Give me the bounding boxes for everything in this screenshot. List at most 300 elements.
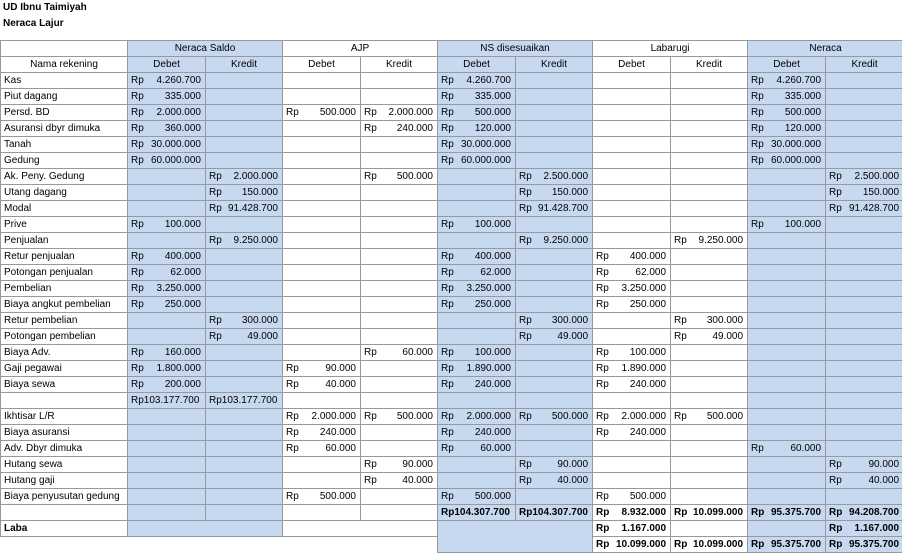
amount-cell (438, 297, 516, 313)
currency-label: Rp (364, 106, 377, 118)
currency-label: Rp (131, 378, 144, 390)
account-row (1, 345, 902, 361)
amount-cell (206, 281, 283, 297)
amount-cell (826, 249, 902, 265)
amount-value: 500.000 (319, 490, 356, 502)
currency-label: Rp (519, 186, 532, 198)
amount-cell (748, 265, 826, 281)
account-name: Biaya penyusutan gedung (1, 489, 128, 505)
amount-cell (438, 185, 516, 201)
amount-cell (361, 217, 438, 233)
currency-label: Rp (829, 506, 843, 518)
amount-value: 150.000 (551, 186, 589, 198)
amount-cell (128, 233, 206, 249)
amount-value: 3.250.000 (466, 282, 511, 294)
amount-cell (206, 137, 283, 153)
amount-cell (283, 233, 361, 249)
amount-cell (438, 201, 516, 217)
currency-label: Rp (209, 330, 222, 342)
amount-cell (671, 441, 748, 457)
amount-cell (128, 345, 206, 361)
amount-cell (671, 185, 748, 201)
amount-value: 10.099.000 (615, 538, 667, 550)
currency-label: Rp (829, 202, 842, 214)
amount-cell (748, 409, 826, 425)
amount-cell (361, 329, 438, 345)
amount-value: 91.428.700 (848, 202, 900, 214)
amount-cell (826, 313, 902, 329)
account-name: Potongan pembelian (1, 329, 128, 345)
amount-cell (748, 361, 826, 377)
amount-cell (438, 473, 516, 489)
kredit-header: Kredit (361, 57, 438, 73)
amount-cell (206, 297, 283, 313)
blank (438, 521, 593, 553)
amount-cell (826, 185, 902, 201)
amount-cell (748, 89, 826, 105)
saldo-total-row (1, 393, 902, 409)
amount-cell (671, 73, 748, 89)
amount-cell (671, 89, 748, 105)
amount-cell (128, 105, 206, 121)
currency-label: Rp (751, 218, 764, 230)
amount-cell (361, 249, 438, 265)
amount-value: 60.000.000 (770, 154, 822, 166)
amount-cell (438, 73, 516, 89)
currency-label: Rp (519, 458, 532, 470)
amount-cell (283, 265, 361, 281)
currency-label: Rp (441, 426, 454, 438)
currency-label: Rp (286, 106, 299, 118)
currency-label: Rp (441, 154, 454, 166)
amount-value: 335.000 (164, 90, 201, 102)
amount-cell (206, 153, 283, 169)
amount-cell (671, 265, 748, 281)
amount-value: 300.000 (551, 314, 589, 326)
amount-cell (438, 441, 516, 457)
blank (283, 505, 361, 521)
amount-cell (438, 217, 516, 233)
amount-value: 500.000 (474, 490, 511, 502)
amount-value: 2.000.000 (466, 410, 511, 422)
amount-cell (283, 377, 361, 393)
account-name: Hutang gaji (1, 473, 128, 489)
amount-cell (748, 153, 826, 169)
account-name: Gedung (1, 153, 128, 169)
amount-cell (826, 521, 902, 537)
amount-cell (593, 89, 671, 105)
currency-label: Rp (596, 378, 609, 390)
amount-cell (283, 489, 361, 505)
currency-label: Rp (596, 266, 609, 278)
amount-cell (206, 89, 283, 105)
amount-value: 60.000 (402, 346, 433, 358)
amount-value: 95.375.700 (770, 538, 822, 550)
amount-cell (671, 153, 748, 169)
currency-label: Rp (364, 474, 377, 486)
amount-cell (593, 297, 671, 313)
amount-value: 90.000 (325, 362, 356, 374)
amount-cell (826, 137, 902, 153)
currency-label: Rp (596, 490, 609, 502)
blank (361, 505, 438, 521)
blank (283, 521, 438, 537)
amount-value: 91.428.700 (227, 202, 278, 214)
amount-cell (438, 265, 516, 281)
amount-cell (826, 377, 902, 393)
amount-value: 49.000 (247, 330, 278, 342)
amount-cell (748, 425, 826, 441)
kredit-header: Kredit (671, 57, 748, 73)
amount-cell (748, 169, 826, 185)
blank (361, 393, 438, 409)
account-row (1, 281, 902, 297)
amount-cell (361, 185, 438, 201)
amount-value: 2.000.000 (156, 106, 201, 118)
amount-cell (671, 169, 748, 185)
kredit-header: Kredit (516, 57, 593, 73)
currency-label: Rp (441, 298, 454, 310)
amount-value: 335.000 (784, 90, 822, 102)
amount-cell (593, 249, 671, 265)
amount-cell (128, 249, 206, 265)
amount-cell (826, 233, 902, 249)
amount-cell (671, 409, 748, 425)
amount-cell (826, 217, 902, 233)
account-row (1, 249, 902, 265)
currency-label: Rp (131, 106, 144, 118)
currency-label: Rp (131, 298, 144, 310)
amount-cell (826, 505, 902, 521)
currency-label: Rp (286, 426, 299, 438)
amount-cell (516, 329, 593, 345)
amount-cell (748, 537, 826, 553)
blank (128, 521, 283, 537)
amount-value: 60.000 (790, 442, 822, 454)
amount-cell (826, 425, 902, 441)
amount-cell (361, 441, 438, 457)
amount-value: 90.000 (868, 458, 900, 470)
account-row (1, 297, 902, 313)
amount-cell (516, 297, 593, 313)
amount-value: 500.000 (551, 410, 589, 422)
amount-value: 1.800.000 (156, 362, 201, 374)
amount-cell (283, 137, 361, 153)
amount-value: 500.000 (319, 106, 356, 118)
header-blank (1, 41, 128, 57)
header-row-sub (1, 57, 902, 73)
amount-cell (516, 457, 593, 473)
currency-label: Rp (596, 362, 609, 374)
amount-cell (748, 313, 826, 329)
currency-label: Rp (131, 362, 144, 374)
totals-row (1, 505, 902, 521)
amount-cell (128, 409, 206, 425)
amount-cell (748, 441, 826, 457)
currency-label: Rp (286, 442, 299, 454)
amount-cell (748, 217, 826, 233)
amount-value: 30.000.000 (150, 138, 201, 150)
currency-label: Rp (441, 74, 454, 86)
account-name: Hutang sewa (1, 457, 128, 473)
amount-cell (671, 457, 748, 473)
amount-value: 400.000 (474, 250, 511, 262)
amount-cell (748, 281, 826, 297)
amount-value: 62.000 (480, 266, 511, 278)
amount-cell (593, 153, 671, 169)
amount-cell (361, 169, 438, 185)
amount-cell (206, 185, 283, 201)
ns-total: Rp104.307.700 (438, 505, 516, 521)
kredit-header: Kredit (206, 57, 283, 73)
currency-label: Rp (286, 490, 299, 502)
account-name: Ak. Peny. Gedung (1, 169, 128, 185)
amount-cell (826, 409, 902, 425)
amount-value: 90.000 (402, 458, 433, 470)
amount-cell (283, 201, 361, 217)
currency-label: Rp (829, 186, 842, 198)
saldo-total: Rp103.177.700 (128, 393, 206, 409)
amount-cell (748, 73, 826, 89)
amount-value: 200.000 (164, 378, 201, 390)
amount-cell (128, 169, 206, 185)
blank (671, 521, 748, 537)
amount-cell (748, 233, 826, 249)
amount-cell (361, 473, 438, 489)
amount-cell (128, 217, 206, 233)
amount-cell (206, 329, 283, 345)
amount-value: 150.000 (862, 186, 900, 198)
currency-label: Rp (751, 106, 764, 118)
amount-cell (516, 217, 593, 233)
amount-cell (671, 537, 748, 553)
account-row (1, 313, 902, 329)
amount-cell (748, 121, 826, 137)
amount-cell (206, 473, 283, 489)
account-row (1, 169, 902, 185)
amount-cell (516, 249, 593, 265)
currency-label: Rp (286, 362, 299, 374)
currency-label: Rp (441, 442, 454, 454)
amount-cell (128, 297, 206, 313)
account-name: Utang dagang (1, 185, 128, 201)
amount-cell (283, 249, 361, 265)
currency-label: Rp (751, 442, 764, 454)
account-name: Modal (1, 201, 128, 217)
amount-cell (516, 281, 593, 297)
amount-cell (361, 137, 438, 153)
currency-label: Rp (519, 330, 532, 342)
amount-value: 3.250.000 (156, 282, 201, 294)
amount-cell (361, 281, 438, 297)
amount-cell (516, 377, 593, 393)
amount-cell (128, 73, 206, 89)
amount-value: 250.000 (474, 298, 511, 310)
amount-cell (748, 329, 826, 345)
amount-cell (206, 377, 283, 393)
currency-label: Rp (596, 426, 609, 438)
amount-cell (438, 137, 516, 153)
amount-cell (128, 201, 206, 217)
amount-value: 500.000 (629, 490, 667, 502)
amount-cell (826, 329, 902, 345)
amount-cell (671, 249, 748, 265)
amount-cell (748, 457, 826, 473)
amount-cell (516, 409, 593, 425)
amount-cell (671, 201, 748, 217)
amount-cell (593, 441, 671, 457)
amount-cell (748, 473, 826, 489)
blank (438, 393, 516, 409)
amount-cell (128, 89, 206, 105)
amount-cell (671, 105, 748, 121)
amount-value: 91.428.700 (537, 202, 589, 214)
amount-value: 240.000 (474, 426, 511, 438)
amount-cell (361, 361, 438, 377)
amount-cell (283, 329, 361, 345)
amount-value: 240.000 (629, 378, 667, 390)
amount-value: 9.250.000 (543, 234, 589, 246)
amount-value: 60.000 (480, 442, 511, 454)
amount-cell (826, 105, 902, 121)
amount-cell (438, 281, 516, 297)
amount-cell (671, 377, 748, 393)
amount-cell (438, 457, 516, 473)
currency-label: Rp (286, 410, 299, 422)
amount-cell (206, 425, 283, 441)
account-row (1, 377, 902, 393)
amount-cell (593, 313, 671, 329)
account-row (1, 185, 902, 201)
currency-label: Rp (286, 378, 299, 390)
currency-label: Rp (209, 170, 222, 182)
amount-cell (283, 89, 361, 105)
amount-cell (128, 329, 206, 345)
amount-cell (516, 313, 593, 329)
account-row (1, 457, 902, 473)
amount-value: 60.000.000 (460, 154, 511, 166)
currency-label: Rp (674, 234, 687, 246)
laba-label: Laba (1, 521, 128, 537)
amount-cell (206, 441, 283, 457)
amount-value: 40.000 (868, 474, 900, 486)
amount-value: 500.000 (706, 410, 744, 422)
account-name: Ikhtisar L/R (1, 409, 128, 425)
account-row (1, 329, 902, 345)
amount-cell (438, 425, 516, 441)
currency-label: Rp (751, 90, 764, 102)
currency-label: Rp (131, 346, 144, 358)
amount-cell (671, 329, 748, 345)
amount-cell (438, 153, 516, 169)
amount-cell (361, 73, 438, 89)
amount-value: 9.250.000 (698, 234, 744, 246)
amount-cell (438, 489, 516, 505)
amount-value: 4.260.700 (466, 74, 511, 86)
amount-cell (283, 345, 361, 361)
amount-cell (516, 489, 593, 505)
amount-cell (206, 249, 283, 265)
account-name: Adv. Dbyr dimuka (1, 441, 128, 457)
amount-cell (826, 457, 902, 473)
currency-label: Rp (441, 266, 454, 278)
blank (283, 393, 361, 409)
currency-label: Rp (751, 154, 764, 166)
amount-cell (826, 281, 902, 297)
amount-value: 95.375.700 (848, 538, 900, 550)
amount-cell (206, 409, 283, 425)
amount-cell (516, 441, 593, 457)
amount-cell (206, 489, 283, 505)
amount-cell (516, 265, 593, 281)
amount-value: 160.000 (164, 346, 201, 358)
amount-cell (593, 137, 671, 153)
currency-label: Rp (131, 218, 144, 230)
amount-value: 2.000.000 (621, 410, 667, 422)
amount-cell (283, 105, 361, 121)
amount-cell (361, 345, 438, 361)
amount-cell (516, 233, 593, 249)
currency-label: Rp (829, 170, 842, 182)
amount-cell (283, 153, 361, 169)
amount-cell (361, 377, 438, 393)
currency-label: Rp (441, 90, 454, 102)
currency-label: Rp (209, 314, 222, 326)
amount-cell (671, 425, 748, 441)
amount-cell (593, 457, 671, 473)
group-header: AJP (283, 41, 438, 57)
amount-value: 250.000 (164, 298, 201, 310)
amount-cell (826, 489, 902, 505)
amount-cell (748, 489, 826, 505)
amount-value: 1.890.000 (466, 362, 511, 374)
amount-value: 2.000.000 (388, 106, 433, 118)
amount-cell (826, 201, 902, 217)
currency-label: Rp (596, 346, 609, 358)
account-name: Gaji pegawai (1, 361, 128, 377)
currency-label: Rp (596, 410, 609, 422)
currency-label: Rp (519, 170, 532, 182)
account-row (1, 105, 902, 121)
amount-cell (516, 425, 593, 441)
currency-label: Rp (441, 410, 454, 422)
currency-label: Rp (441, 218, 454, 230)
saldo-total: Rp103.177.700 (206, 393, 283, 409)
currency-label: Rp (751, 74, 764, 86)
currency-label: Rp (751, 138, 764, 150)
group-header: Neraca Saldo (128, 41, 283, 57)
amount-cell (593, 281, 671, 297)
amount-value: 4.260.700 (776, 74, 822, 86)
sheet-title: Neraca Lajur (3, 18, 64, 29)
amount-cell (283, 73, 361, 89)
amount-value: 94.208.700 (848, 506, 900, 518)
blank (748, 521, 826, 537)
amount-cell (283, 297, 361, 313)
account-name: Retur pembelian (1, 313, 128, 329)
amount-value: 100.000 (474, 218, 511, 230)
amount-value: 4.260.700 (156, 74, 201, 86)
amount-cell (206, 457, 283, 473)
amount-value: 360.000 (164, 122, 201, 134)
account-row (1, 361, 902, 377)
currency-label: Rp (441, 250, 454, 262)
amount-value: 60.000 (325, 442, 356, 454)
account-row (1, 89, 902, 105)
amount-cell (283, 313, 361, 329)
amount-value: 10.099.000 (692, 506, 744, 518)
amount-cell (206, 201, 283, 217)
